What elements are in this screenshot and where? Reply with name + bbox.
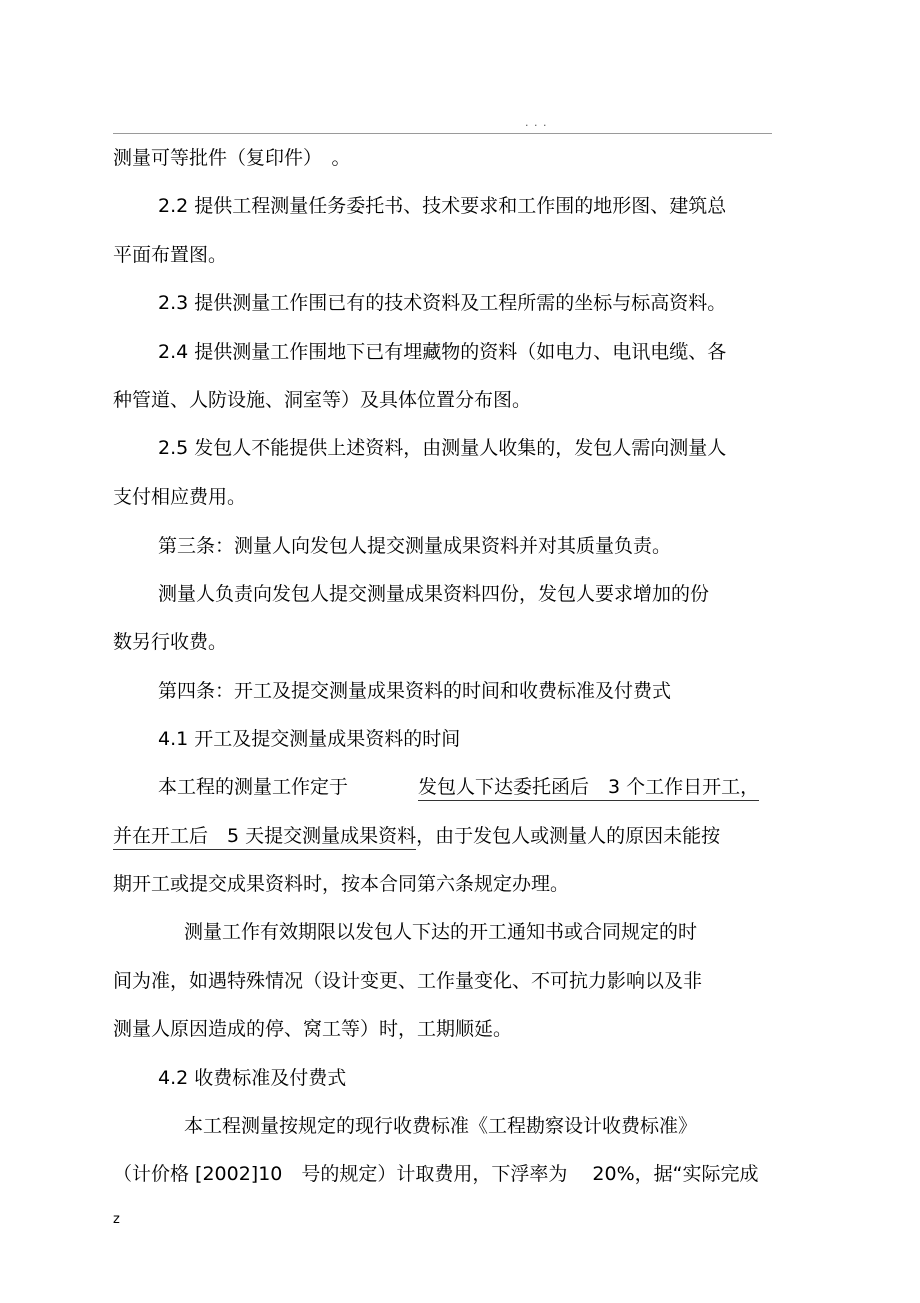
page-footer-mark: z — [113, 1212, 120, 1227]
article-3-heading: 第三条：测量人向发包人提交测量成果资料并对其质量负责。 — [158, 535, 672, 557]
text-line-delay: 期开工或提交成果资料时，按本合同第六条规定办理。 — [113, 873, 570, 895]
text-line-continuation: 测量可等批件（复印件） 。 — [113, 147, 351, 169]
text-line-2-2-cont: 平面布置图。 — [113, 244, 228, 266]
section-4-2-heading: 4.2 收费标准及付费式 — [158, 1067, 347, 1089]
text-line-article-3: 测量人负责向发包人提交测量成果资料四份，发包人要求增加的份 — [158, 583, 710, 605]
text-line-validity-cont-2: 测量人原因造成的停、窝工等）时，工期顺延。 — [113, 1018, 513, 1040]
text-line-validity: 测量工作有效期限以发包人下达的开工通知书或合同规定的时 — [184, 921, 698, 943]
header-rule — [113, 133, 772, 134]
text-line-fee-standard: 本工程测量按规定的现行收费标准《工程勘察设计收费标准》 — [184, 1115, 698, 1137]
text-line-2-2: 2.2 提供工程测量任务委托书、技术要求和工作围的地形图、建筑总 — [158, 195, 727, 217]
text-line-start-date — [158, 775, 759, 799]
text-line-2-4-cont: 种管道、人防设施、洞室等）及具体位置分布图。 — [113, 389, 532, 411]
section-4-1-heading: 4.1 开工及提交测量成果资料的时间 — [158, 728, 461, 750]
delivery-suffix: ，由于发包人或测量人的原因未能按 — [416, 825, 721, 847]
article-4-heading: 第四条：开工及提交测量成果资料的时间和收费标准及付费式 — [158, 680, 672, 702]
page-header-marker: . . . — [525, 116, 548, 129]
start-date-prefix: 本工程的测量工作定于 — [158, 776, 349, 798]
delivery-underlined: 并在开工后 5 天提交测量成果资料 — [113, 825, 416, 850]
text-line-fee-standard-cont: （计价格 [2002]10 号的规定）计取费用，下浮率为 20%，据“实际完成 — [113, 1163, 759, 1185]
text-line-2-5-cont: 支付相应费用。 — [113, 486, 247, 508]
start-date-underlined: 发包人下达委托函后 3 个工作日开工， — [418, 776, 759, 801]
text-line-article-3-cont: 数另行收费。 — [113, 631, 228, 653]
text-line-delivery — [113, 824, 720, 848]
text-line-2-5: 2.5 发包人不能提供上述资料，由测量人收集的，发包人需向测量人 — [158, 437, 727, 459]
text-line-2-4: 2.4 提供测量工作围地下已有埋藏物的资料（如电力、电讯电缆、各 — [158, 341, 727, 363]
text-line-2-3: 2.3 提供测量工作围已有的技术资料及工程所需的坐标与标高资料。 — [158, 292, 727, 314]
text-line-validity-cont-1: 间为准，如遇特殊情况（设计变更、工作量变化、不可抗力影响以及非 — [113, 970, 703, 992]
